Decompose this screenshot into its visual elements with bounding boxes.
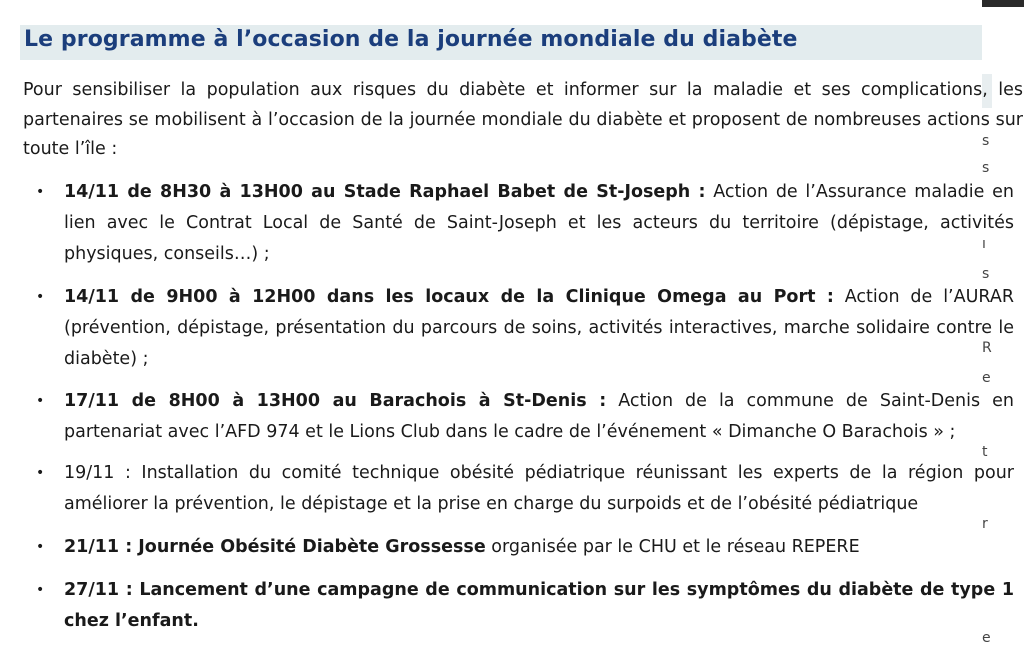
- list-bullet: •: [36, 539, 45, 555]
- edge-fragment: R: [982, 340, 992, 356]
- edge-fragment: ı: [982, 236, 986, 252]
- page-title: Le programme à l’occasion de la journée mondiale du diabète: [24, 27, 798, 52]
- list-item: [64, 282, 1014, 375]
- list-item: [64, 575, 1014, 637]
- edge-fragment: s: [982, 133, 990, 149]
- item-date-location: 27/11 : Lancement d’une campagne de communication sur les symptômes du diabète de type 1 chez l’enfant.: [64, 580, 1014, 631]
- item-description: Action de l’Assurance maladie en lien avec le Contrat Local de Santé de Saint-Joseph et les acteurs du territoire (dépistage, activités physiques, conseils…) ;: [64, 182, 1014, 264]
- window-corner-bar: [982, 0, 1024, 7]
- item-date-location: 14/11 de 8H30 à 13H00 au Stade Raphael Babet de St-Joseph :: [64, 182, 706, 202]
- list-bullet: •: [36, 184, 45, 200]
- intro-paragraph: Pour sensibiliser la population aux risques du diabète et informer sur la maladie et ses complications, les partenaires se mobilisent à l’occasion de la journée mondiale du diabète et proposent de nombreuses actions sur toute l’île :: [23, 80, 1023, 159]
- list-item: [64, 177, 1014, 270]
- item-date-location: 17/11 de 8H00 à 13H00 au Barachois à St-Denis :: [64, 391, 607, 411]
- list-item: [64, 386, 1014, 448]
- list-bullet: •: [36, 465, 45, 481]
- list-bullet: •: [36, 393, 45, 409]
- item-description: organisée par le CHU et le réseau REPERE: [485, 537, 860, 557]
- edge-fragment: e: [982, 630, 991, 646]
- edge-fragment: s: [982, 266, 990, 282]
- item-description: 19/11 : Installation du comité technique obésité pédiatrique réunissant les experts de la région pour améliorer la prévention, le dépistage et la prise en charge du surpoids et de l’obésité pédiatrique: [64, 463, 1014, 514]
- list-item: [64, 458, 1014, 520]
- list-bullet: •: [36, 582, 45, 598]
- edge-fragment: r: [982, 516, 988, 532]
- item-description: Action de la commune de Saint-Denis en partenariat avec l’AFD 974 et le Lions Club dans le cadre de l’événement « Dimanche O Barachois » ;: [64, 391, 1014, 442]
- list-bullet: •: [36, 289, 45, 305]
- edge-fragment: e: [982, 370, 991, 386]
- list-item: [64, 532, 1014, 563]
- edge-fragment: s: [982, 160, 990, 176]
- item-date-location: 14/11 de 9H00 à 12H00 dans les locaux de la Clinique Omega au Port :: [64, 287, 834, 307]
- item-date-location: 21/11 : Journée Obésité Diabète Grossesse: [64, 537, 486, 557]
- item-description: Action de l’AURAR (prévention, dépistage, présentation du parcours de soins, activités interactives, marche solidaire contre le diabète) ;: [64, 287, 1014, 369]
- edge-fragment: t: [982, 444, 988, 460]
